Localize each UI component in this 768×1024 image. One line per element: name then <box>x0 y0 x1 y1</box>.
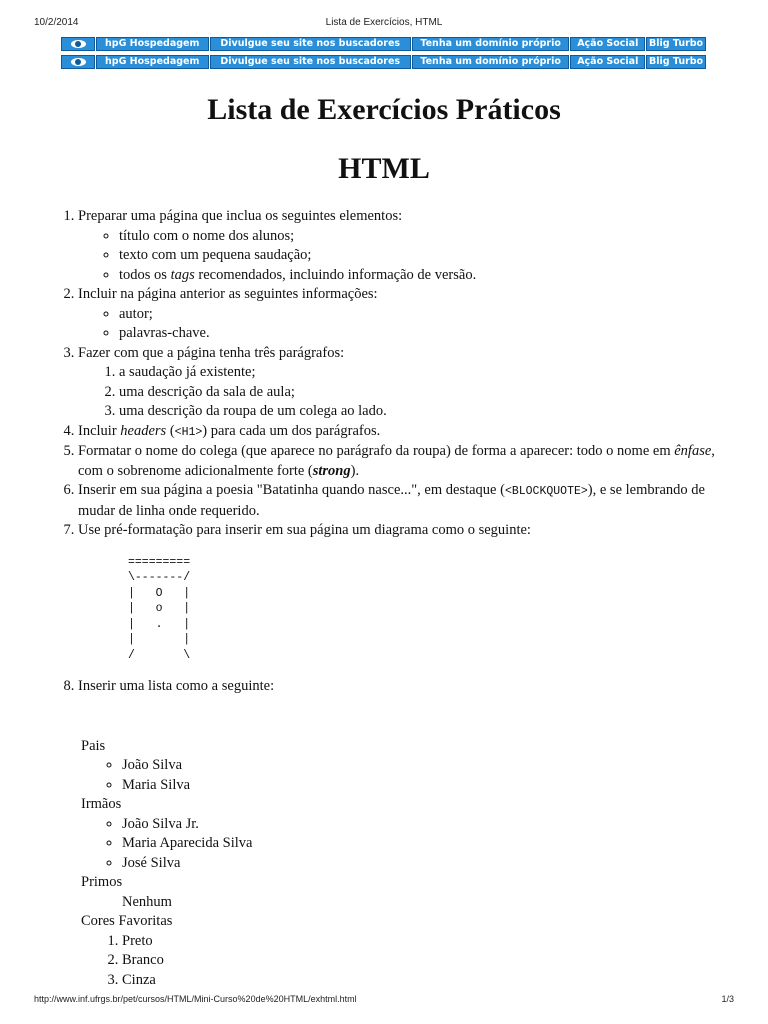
list-item: 2. uma descrição da sala de aula; <box>119 383 728 403</box>
exercise-item-2: 2. Incluir na página anterior as seguintes informações: ◦ autor; ◦ palavras-chave. <box>78 285 728 344</box>
print-url: http://www.inf.ufrgs.br/pet/cursos/HTML/Mini-Curso%20de%20HTML/exhtml.html <box>34 994 357 1004</box>
ad-link-hospedagem[interactable]: hpG Hospedagem <box>96 37 209 51</box>
ad-link-acao-social[interactable]: Ação Social <box>570 37 645 51</box>
ad-link-blig-turbo[interactable]: Blig Turbo <box>646 37 706 51</box>
list-item: 3. uma descrição da roupa de um colega ao lado. <box>119 402 728 422</box>
list-item: ◦ João Silva <box>122 756 728 776</box>
print-date: 10/2/2014 <box>34 17 79 28</box>
exercise-item-3: 3. Fazer com que a página tenha três parágrafos: 1. a saudação já existente; 2. uma descrição da sala de aula; 3. uma descrição da roupa de um colega ao lado. <box>78 344 728 422</box>
hpg-logo-icon[interactable] <box>61 55 95 69</box>
family-label-irmaos: Irmãos <box>81 796 122 812</box>
list-item: ◦ título com o nome dos alunos; <box>119 227 728 247</box>
list-item: 3. Cinza <box>122 971 728 991</box>
ad-link-blig-turbo[interactable]: Blig Turbo <box>646 55 706 69</box>
ad-link-hospedagem[interactable]: hpG Hospedagem <box>96 55 209 69</box>
family-list-example <box>81 737 728 991</box>
list-item: ◦ autor; <box>119 305 728 325</box>
exercise-item-5: 5. Formatar o nome do colega (que aparece no parágrafo da roupa) de forma a aparecer: todo o nome em ênfase, com o sobrenome adicionalmente forte (strong). <box>78 442 728 481</box>
exercise-list <box>0 207 728 990</box>
ad-link-acao-social[interactable]: Ação Social <box>570 55 645 69</box>
ad-link-dominio[interactable]: Tenha um domínio próprio <box>412 55 570 69</box>
ad-bar <box>61 37 707 51</box>
page-title: Lista de Exercícios Práticos <box>207 93 561 126</box>
list-item: ◦ Maria Aparecida Silva <box>122 834 728 854</box>
family-label-pais: Pais <box>81 737 106 754</box>
page-subtitle: HTML <box>338 152 430 185</box>
list-item: ◦ palavras-chave. <box>119 324 728 344</box>
ad-link-divulgue[interactable]: Divulgue seu site nos buscadores <box>210 37 411 51</box>
exercise-item-1: 1. Preparar uma página que inclua os seguintes elementos: ◦ título com o nome dos alunos; ◦ texto com um pequena saudação; ◦ todos os tags recomendados, incluindo informação de versão. <box>78 207 728 285</box>
family-label-cores: Cores Favoritas <box>81 913 173 929</box>
ad-link-dominio[interactable]: Tenha um domínio próprio <box>412 37 570 51</box>
family-label-primos: Primos <box>81 874 123 890</box>
list-item: 1. a saudação já existente; <box>119 363 728 383</box>
print-page-title: Lista de Exercícios, HTML <box>325 17 443 28</box>
list-item: ◦ José Silva <box>122 854 728 874</box>
ad-bar-duplicate <box>61 55 707 69</box>
ad-link-divulgue[interactable]: Divulgue seu site nos buscadores <box>210 55 411 69</box>
list-item: ◦ todos os tags recomendados, incluindo informação de versão. <box>119 266 728 286</box>
list-item: 2. Branco <box>122 951 728 971</box>
hpg-logo-icon[interactable] <box>61 37 95 51</box>
exercise-content <box>0 207 768 990</box>
ascii-diagram: ========= \-------/ | O | | o | | . | | | / \ <box>128 555 191 662</box>
list-item: ◦ Maria Silva <box>122 776 728 796</box>
exercise-item-4: 4. Incluir headers (<H1>) para cada um dos parágrafos. <box>78 422 728 443</box>
list-item: ◦ João Silva Jr. <box>122 815 728 835</box>
list-item: 1. Preto <box>122 932 728 952</box>
list-item: ◦ texto com um pequena saudação; <box>119 246 728 266</box>
exercise-item-6: 6. Inserir em sua página a poesia "Batatinha quando nasce...", em destaque (<BLOCKQUOTE>), e se lembrando de mudar de linha onde requerido. <box>78 481 728 521</box>
family-value-primos: Nenhum <box>122 893 172 910</box>
print-page-number: 1/3 <box>721 994 734 1004</box>
exercise-item-8: 8. Inserir uma lista como a seguinte: Pais ◦ João Silva ◦ Maria Silva Irmãos ◦ João Silva Jr. ◦ Maria Aparecida Silva ◦ José Silva Primos Nenhum Cores Favoritas 1. Preto 2. Branco 3. Cinza <box>78 677 728 990</box>
exercise-item-7: 7. Use pré-formatação para inserir em sua página um diagrama como o seguinte: ========= \-------/ | O | | o | | . | | | / \ <box>78 521 728 663</box>
